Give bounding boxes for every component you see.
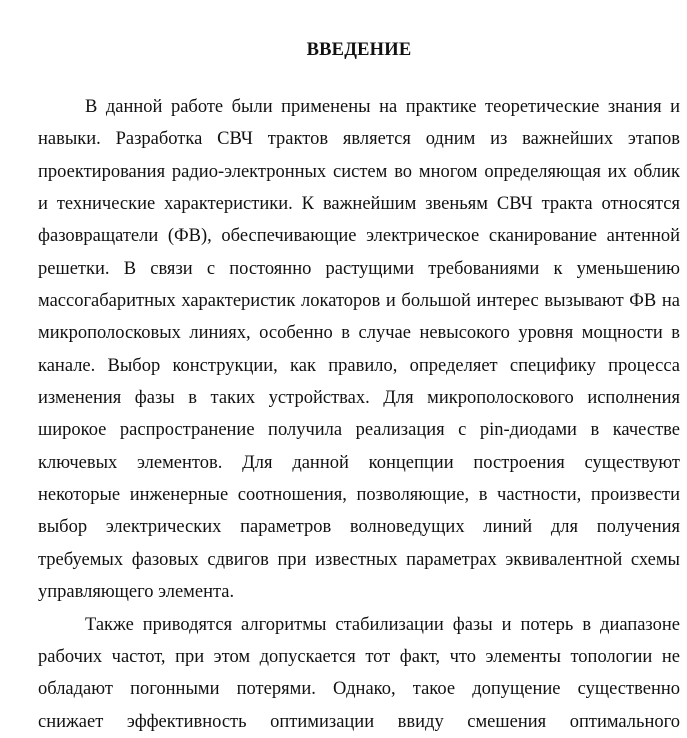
text-line: микрополосковых линиях, особенно в случае невысокого уровня мощности в bbox=[38, 323, 680, 344]
text-line: некоторые инженерные соотношения, позволяющие, в частности, произвести bbox=[38, 485, 680, 506]
text-line: широкое распространение получила реализация с pin-диодами в качестве bbox=[38, 420, 680, 441]
body-text bbox=[38, 91, 680, 738]
text-line: навыки. Разработка СВЧ трактов является одним из важнейших этапов bbox=[38, 129, 680, 150]
text-line: Также приводятся алгоритмы стабилизации фазы и потерь в диапазоне bbox=[85, 614, 680, 635]
text-line: выбор электрических параметров волноведущих линий для получения bbox=[38, 517, 680, 538]
text-line: управляющего элемента. bbox=[38, 582, 235, 603]
document-page bbox=[38, 0, 680, 738]
text-line: снижает эффективность оптимизации ввиду смешения оптимального bbox=[38, 711, 680, 732]
text-line: и технические характеристики. К важнейшим звеньям СВЧ тракта относятся bbox=[38, 194, 680, 215]
text-line: изменения фазы в таких устройствах. Для микрополоскового исполнения bbox=[38, 388, 680, 409]
text-line: обладают погонными потерями. Однако, такое допущение существенно bbox=[38, 679, 680, 700]
section-title: ВВЕДЕНИЕ bbox=[306, 40, 412, 60]
text-line: канале. Выбор конструкции, как правило, определяет специфику процесса bbox=[38, 355, 680, 376]
text-line: ключевых элементов. Для данной концепции построения существуют bbox=[38, 452, 680, 473]
text-line: В данной работе были применены на практике теоретические знания и bbox=[85, 97, 680, 117]
text-line: фазовращатели (ФВ), обеспечивающие электрическое сканирование антенной bbox=[38, 226, 680, 247]
text-line: массогабаритных характеристик локаторов и большой интерес вызывают ФВ на bbox=[38, 291, 680, 312]
text-line: требуемых фазовых сдвигов при известных параметрах эквивалентной схемы bbox=[38, 549, 680, 570]
text-line: рабочих частот, при этом допускается тот факт, что элементы топологии не bbox=[38, 646, 680, 667]
text-line: проектирования радио-электронных систем во многом определяющая их облик bbox=[38, 161, 680, 182]
text-line: решетки. В связи с постоянно растущими требованиями к уменьшению bbox=[38, 258, 680, 279]
